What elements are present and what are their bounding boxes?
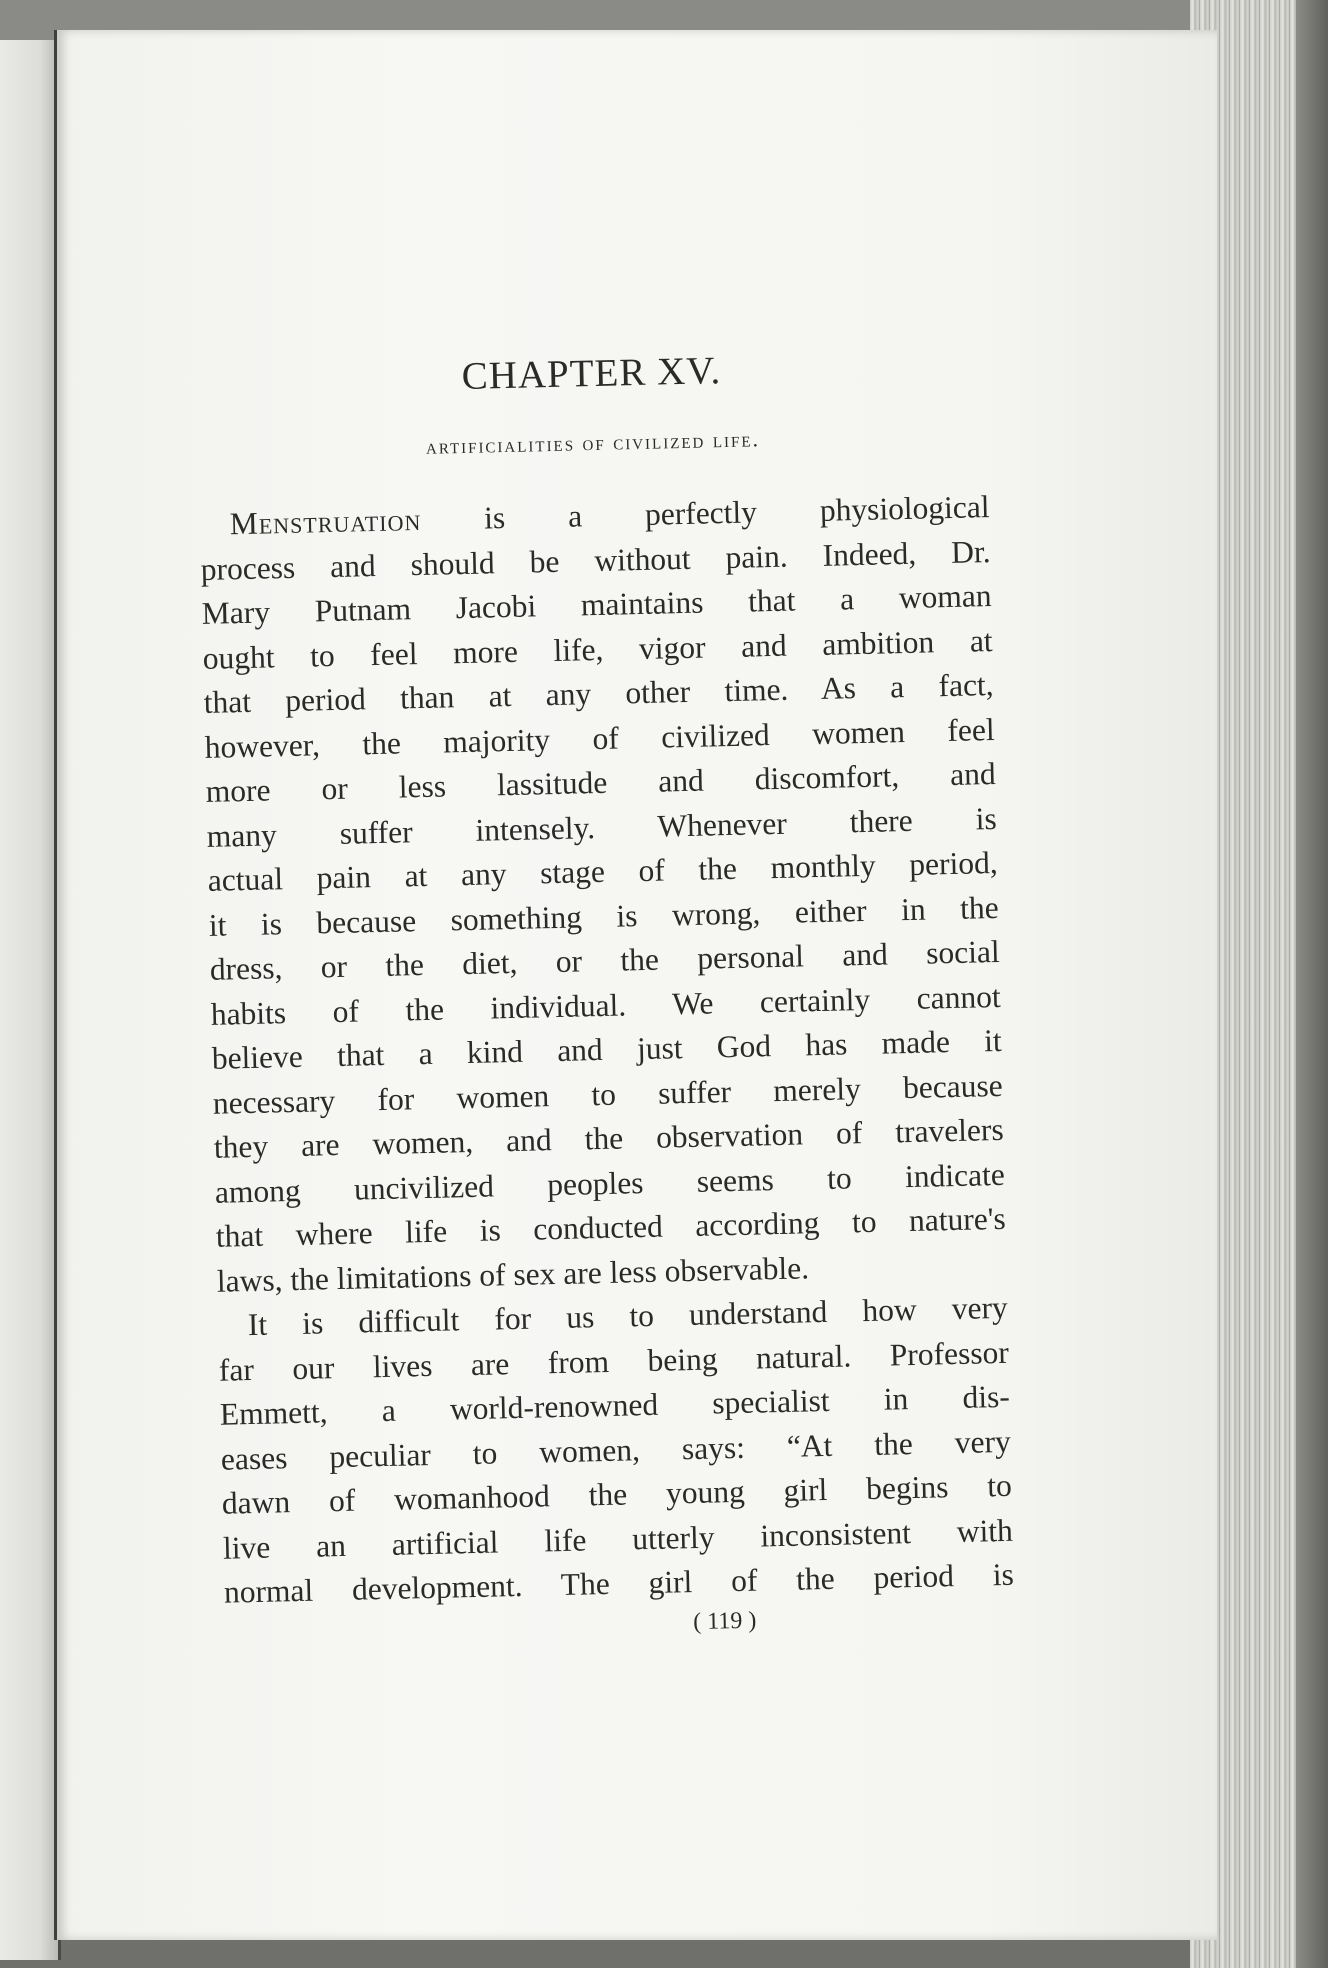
text-line-17: that where life is conducted according to nature's: [215, 1200, 1007, 1254]
text-line-11: dress, or the diet, or the personal and social: [209, 933, 1001, 987]
chapter-title: CHAPTER XV.: [461, 349, 722, 398]
text-line-13: believe that a kind and just God has made it: [211, 1022, 1003, 1076]
text-line-14: necessary for women to suffer merely because: [212, 1067, 1004, 1121]
text-line-9: actual pain at any stage of the monthly period,: [207, 844, 999, 898]
page-text: [196, 342, 1015, 1646]
text-line-8: many suffer intensely. Whenever there is: [206, 800, 997, 854]
text-line-20: far our lives are from being natural. Professor: [218, 1334, 1010, 1388]
text-line-25: normal development. The girl of the period is: [223, 1556, 1015, 1610]
chapter-subtitle: [198, 421, 988, 465]
text-line-15: they are women, and the observation of travelers: [213, 1111, 1005, 1165]
text-line-10: it is because something is wrong, either in the: [208, 889, 1000, 943]
page-number: ( 119 ): [692, 1607, 757, 1635]
text-line-4: ought to feel more life, vigor and ambition at: [202, 622, 993, 676]
text-line-3: Mary Putnam Jacobi maintains that a woman: [201, 578, 992, 631]
previous-page-edge: [0, 40, 61, 1960]
text-line-21: Emmett, a world-renowned specialist in dis-: [219, 1378, 1011, 1432]
text-line-1-rest: is a perfectly physiological: [420, 489, 990, 537]
text-line-22: eases peculiar to women, says: “At the very: [220, 1423, 1012, 1477]
book-edge-shadow: [1296, 0, 1328, 1968]
text-line-18: laws, the limitations of sex are less observable.: [216, 1249, 810, 1299]
text-line-23: dawn of womanhood the young girl begins to: [221, 1467, 1013, 1521]
text-line-2: process and should be without pain. Indeed, Dr.: [200, 533, 991, 587]
chapter-subtitle-text: artificialities of civilized life.: [425, 426, 761, 459]
text-line-24: live an artificial life utterly inconsistent with: [222, 1512, 1014, 1566]
text-line-6: however, the majority of civilized women feel: [204, 711, 995, 765]
text-line-7: more or less lassitude and discomfort, and: [205, 755, 996, 809]
text-line-19: It is difficult for us to understand how very: [247, 1289, 1009, 1343]
lead-word: Menstruation: [229, 501, 422, 542]
text-line-5: that period than at any other time. As a fact,: [203, 666, 994, 720]
text-line-12: habits of the individual. We certainly cannot: [210, 978, 1002, 1032]
text-line-16: among uncivilized peoples seems to indicate: [214, 1156, 1006, 1210]
